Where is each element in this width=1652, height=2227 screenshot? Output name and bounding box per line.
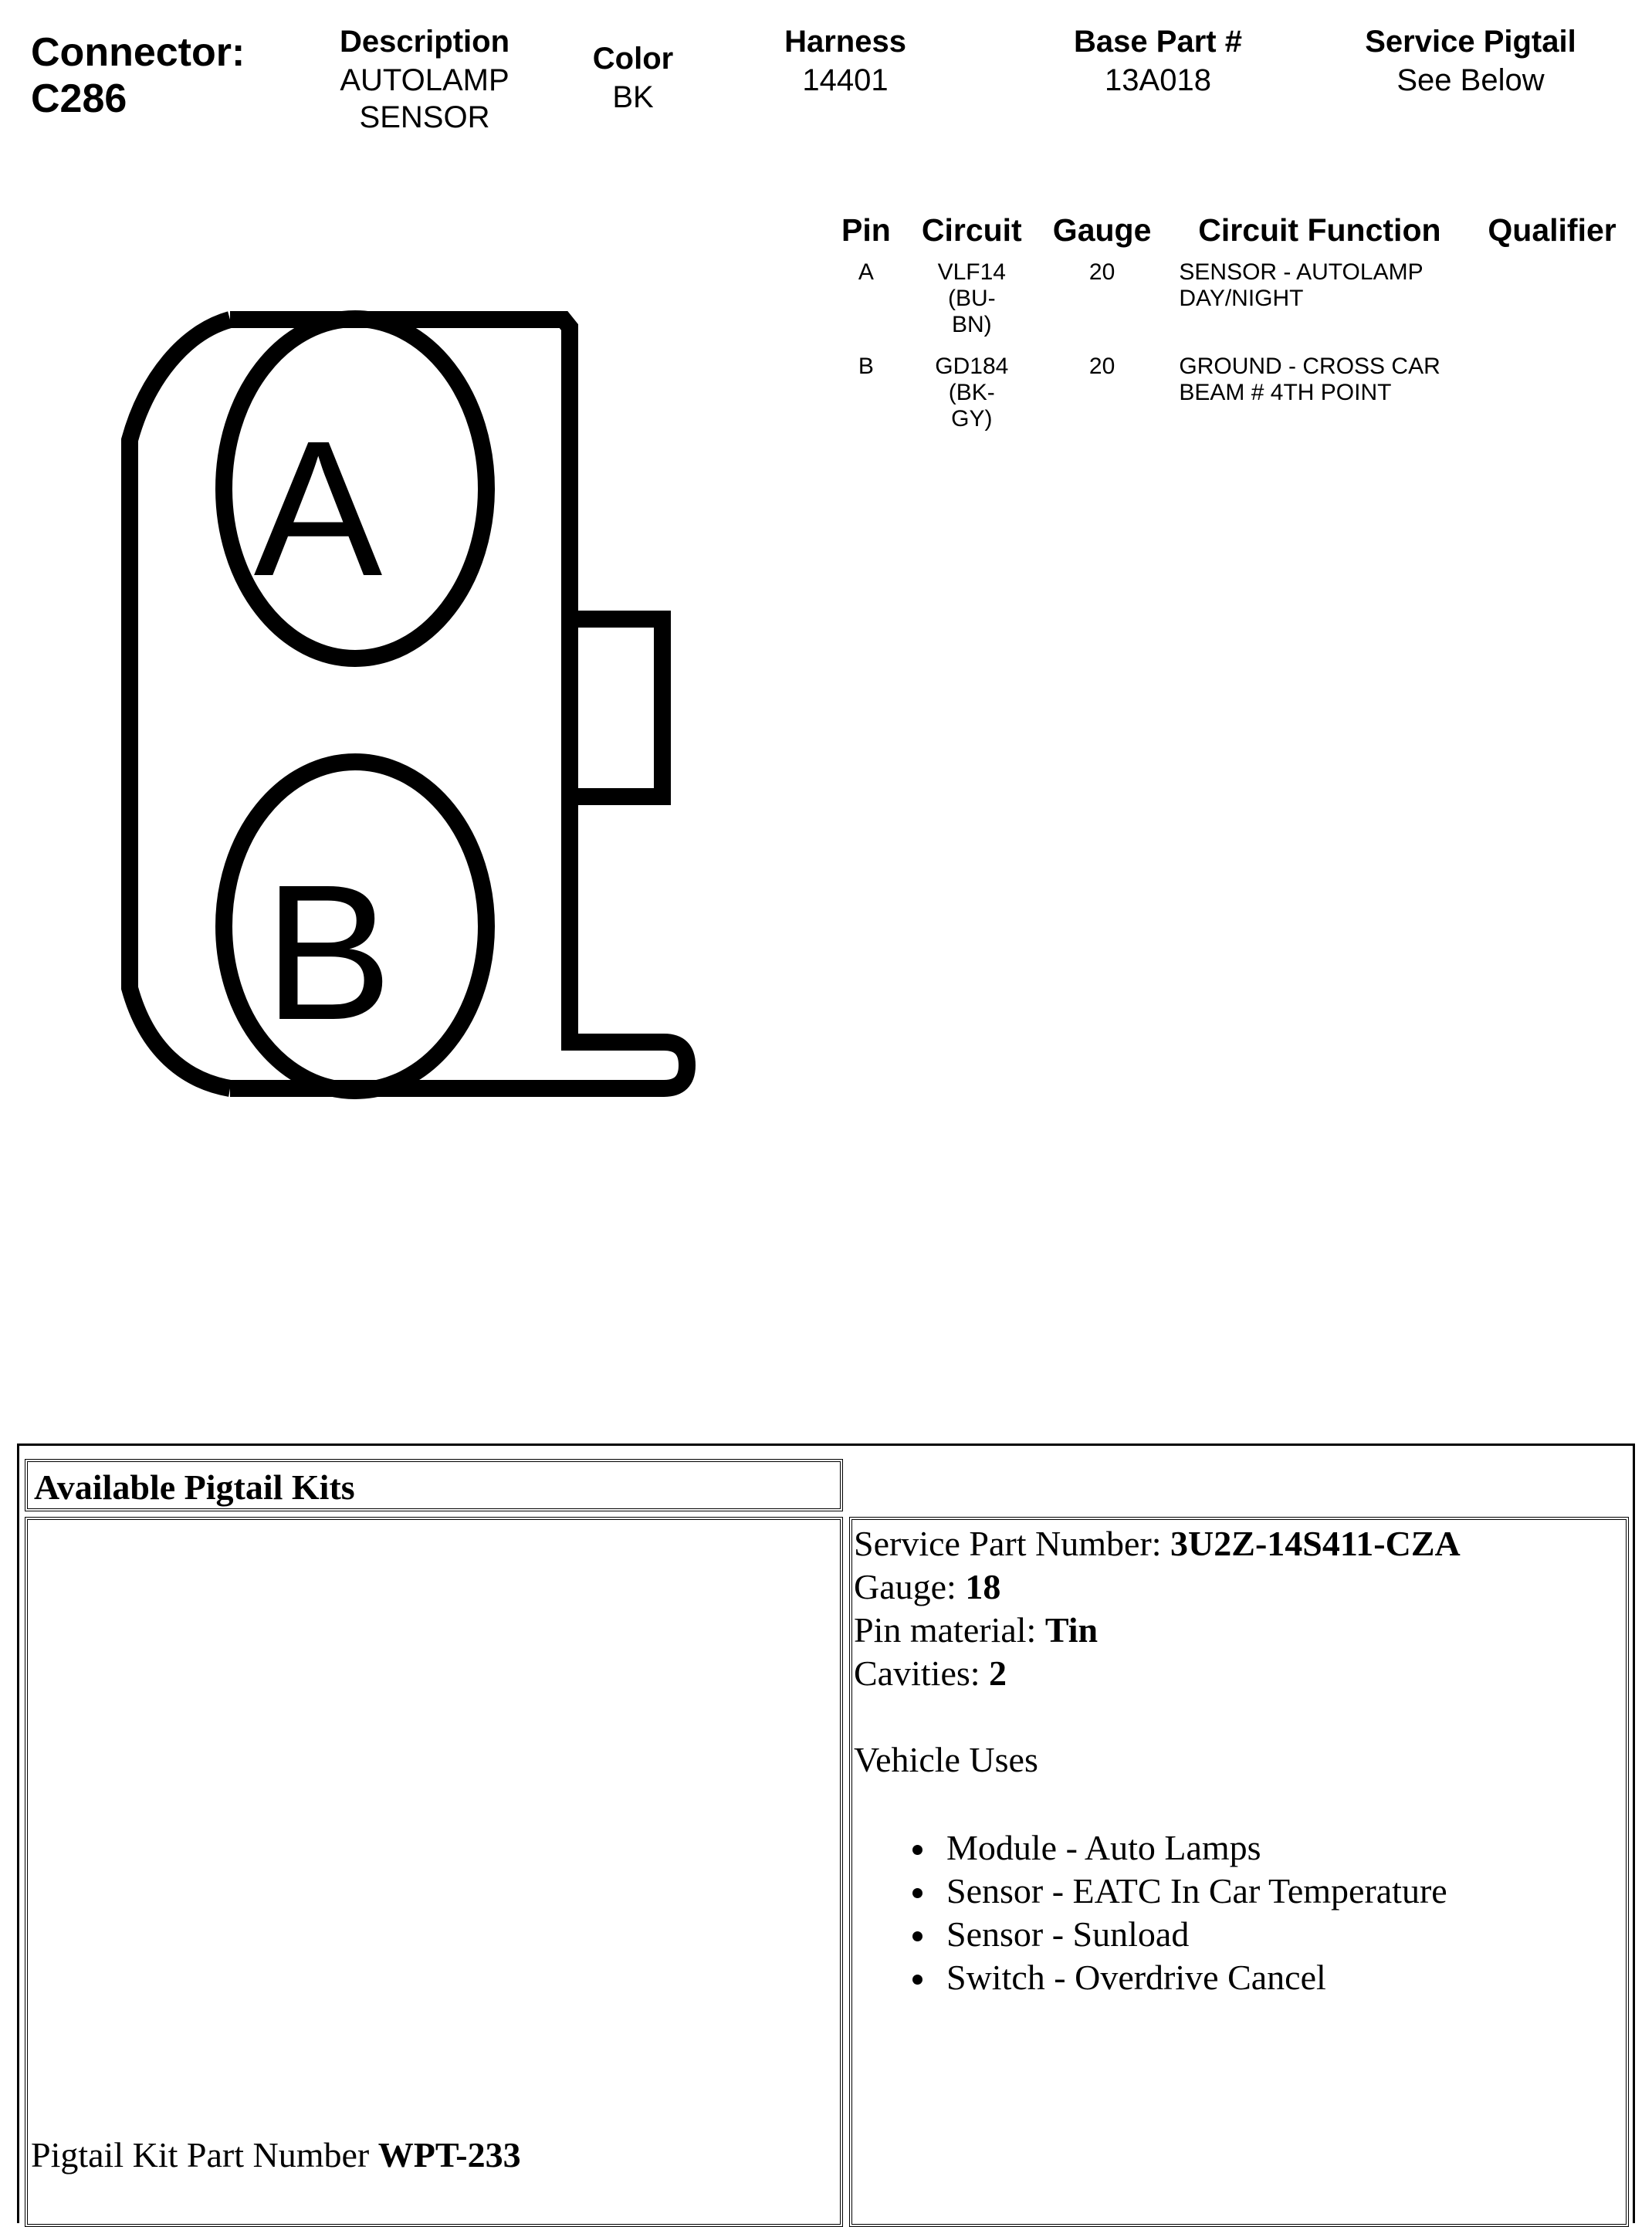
cavities-line [854, 1652, 1461, 1695]
connector-id: C286 [31, 76, 127, 121]
bullet-icon [912, 1888, 922, 1898]
list-item [854, 1826, 1461, 1870]
color-column [556, 39, 710, 116]
circuit-line2: GY) [951, 406, 993, 432]
color-value: BK [612, 80, 654, 114]
qualifier-cell [1472, 253, 1631, 347]
pin-header: Pin [841, 212, 891, 248]
bullet-icon [912, 1931, 922, 1941]
table-row [826, 253, 1632, 347]
connector-label: Connector: [31, 30, 245, 75]
description-value-line2: SENSOR [359, 100, 490, 134]
function-line1: GROUND - CROSS CAR [1179, 354, 1440, 379]
vehicle-uses-list [854, 1826, 1461, 1999]
connector-latch-tab [570, 619, 662, 797]
connector-title [31, 29, 245, 122]
vehicle-use-text: Sensor - EATC In Car Temperature [946, 1871, 1447, 1911]
pigtail-kits-heading-box [25, 1459, 843, 1511]
base-part-label: Base Part # [1074, 25, 1242, 59]
qualifier-cell [1472, 347, 1631, 442]
function-line2: BEAM # 4TH POINT [1179, 380, 1392, 405]
circuit-function-header: Circuit Function [1198, 212, 1441, 248]
pin-cell: A [858, 259, 874, 285]
harness-value: 14401 [802, 63, 889, 97]
vehicle-use-text: Switch - Overdrive Cancel [946, 1958, 1326, 1997]
connector-face-drawing [108, 293, 710, 1127]
table-row [826, 347, 1632, 442]
service-part-line [854, 1522, 1461, 1565]
circuit-cell [906, 253, 1038, 347]
base-part-value: 13A018 [1105, 63, 1211, 97]
list-item [854, 1870, 1461, 1913]
function-cell [1166, 253, 1472, 347]
circuit-line1: GD184 (BK- [935, 354, 1009, 405]
service-pigtail-value: See Below [1396, 63, 1545, 97]
pin-a-label: A [253, 401, 383, 616]
service-pigtail-label: Service Pigtail [1365, 25, 1576, 59]
cavities-value: 2 [989, 1653, 1007, 1693]
vehicle-use-text: Module - Auto Lamps [946, 1828, 1261, 1867]
circuit-line2: BN) [951, 312, 992, 337]
pigtail-info [854, 1522, 1461, 1999]
description-column [309, 22, 540, 136]
gauge-value: 18 [965, 1567, 1001, 1606]
service-part-label: Service Part Number: [854, 1524, 1162, 1563]
cavities-label: Cavities: [854, 1653, 980, 1693]
description-label: Description [339, 25, 510, 59]
color-label: Color [592, 42, 674, 76]
description-value-line1: AUTOLAMP [340, 63, 509, 97]
base-part-column [1027, 22, 1289, 99]
service-part-number: 3U2Z-14S411-CZA [1170, 1524, 1461, 1563]
circuit-line1: VLF14 (BU- [937, 259, 1006, 311]
pigtail-kit-part-line [31, 2134, 521, 2175]
gauge-cell: 20 [1088, 354, 1115, 379]
pin-b-label: B [263, 844, 393, 1060]
pigtail-kit-part-number: WPT-233 [377, 2135, 521, 2175]
harness-label: Harness [784, 25, 906, 59]
bullet-icon [912, 1975, 922, 1985]
pin-table-header-row [826, 212, 1632, 253]
function-line1: SENSOR - AUTOLAMP [1179, 259, 1423, 285]
pin-cell: B [858, 354, 874, 379]
list-item [854, 1956, 1461, 1999]
pin-material-value: Tin [1044, 1610, 1099, 1650]
pigtail-image-box [25, 1517, 843, 2227]
pigtail-kit-part-label: Pigtail Kit Part Number [31, 2135, 370, 2175]
circuit-cell [906, 347, 1038, 442]
pin-material-line [854, 1609, 1461, 1652]
gauge-label: Gauge: [854, 1567, 956, 1606]
list-item [854, 1913, 1461, 1956]
pin-material-label: Pin material: [854, 1610, 1037, 1650]
function-line2: DAY/NIGHT [1179, 286, 1304, 311]
bullet-icon [912, 1845, 922, 1855]
vehicle-use-text: Sensor - Sunload [946, 1914, 1190, 1954]
vehicle-uses-label: Vehicle Uses [854, 1740, 1038, 1779]
gauge-cell: 20 [1088, 259, 1115, 285]
gauge-header: Gauge [1052, 212, 1152, 248]
circuit-header: Circuit [921, 212, 1022, 248]
qualifier-header: Qualifier [1488, 212, 1616, 248]
gauge-line [854, 1565, 1461, 1609]
pigtail-kits-heading: Available Pigtail Kits [34, 1467, 355, 1507]
function-cell [1166, 347, 1472, 442]
connector-left-curve [130, 320, 230, 1088]
pin-table [826, 212, 1632, 442]
harness-column [733, 22, 957, 99]
service-pigtail-column [1335, 22, 1606, 99]
